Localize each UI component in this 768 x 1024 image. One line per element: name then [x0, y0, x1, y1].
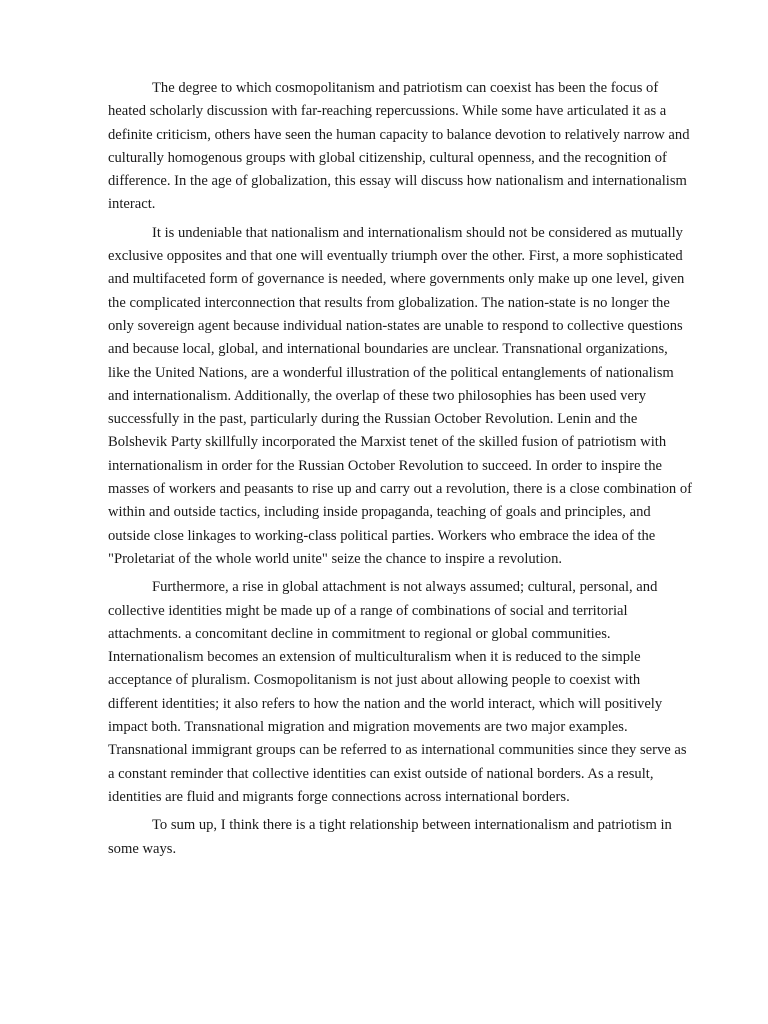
essay-body	[108, 77, 693, 866]
paragraph-intro: The degree to which cosmopolitanism and patriotism can coexist has been the focus of heated scholarly discussion with far-reaching repercussions. While some have articulated it as a definite criticism, others have seen the human capacity to balance devotion to relatively narrow and culturally homogenous groups with global citizenship, cultural openness, and the recognition of difference. In the age of globalization, this essay will discuss how nationalism and internationalism interact.	[108, 80, 690, 213]
paragraph-conclusion: To sum up, I think there is a tight relationship between internationalism and patriotism in some ways.	[108, 817, 672, 857]
paragraph-body-1: It is undeniable that nationalism and internationalism should not be considered as mutually exclusive opposites and that one will eventually triumph over the other. First, a more sophisticated and multifaceted form of governance is needed, where governments only make up one level, given the complicated interconnection that results from globalization. The nation-state is no longer the only sovereign agent because individual nation-states are unable to respond to collective questions and because local, global, and international boundaries are unclear. Transnational organizations, like the United Nations, are a wonderful illustration of the political entanglements of nationalism and internationalism. Additionally, the overlap of these two philosophies has been used very successfully in the past, particularly during the Russian October Revolution. Lenin and the Bolshevik Party skillfully incorporated the Marxist tenet of the skilled fusion of patriotism with internationalism in order for the Russian October Revolution to succeed. In order to inspire the masses of workers and peasants to rise up and carry out a revolution, there is a close combination of within and outside tactics, including inside propaganda, teaching of goals and principles, and outside close linkages to working-class political parties. Workers who embrace the idea of the "Proletariat of the whole world unite" seize the chance to inspire a revolution.	[108, 224, 692, 567]
paragraph-body-2: Furthermore, a rise in global attachment is not always assumed; cultural, personal, and collective identities might be made up of a range of combinations of social and territorial attachments. a concomitant decline in commitment to regional or global communities. Internationalism becomes an extension of multiculturalism when it is reduced to the simple acceptance of pluralism. Cosmopolitanism is not just about allowing people to coexist with different identities; it also refers to how the nation and the world interact, which will positively impact both. Transnational migration and migration movements are two major examples. Transnational immigrant groups can be referred to as international communities since they serve as a constant reminder that collective identities can exist outside of national borders. As a result, identities are fluid and migrants forge connections across international borders.	[108, 579, 687, 805]
